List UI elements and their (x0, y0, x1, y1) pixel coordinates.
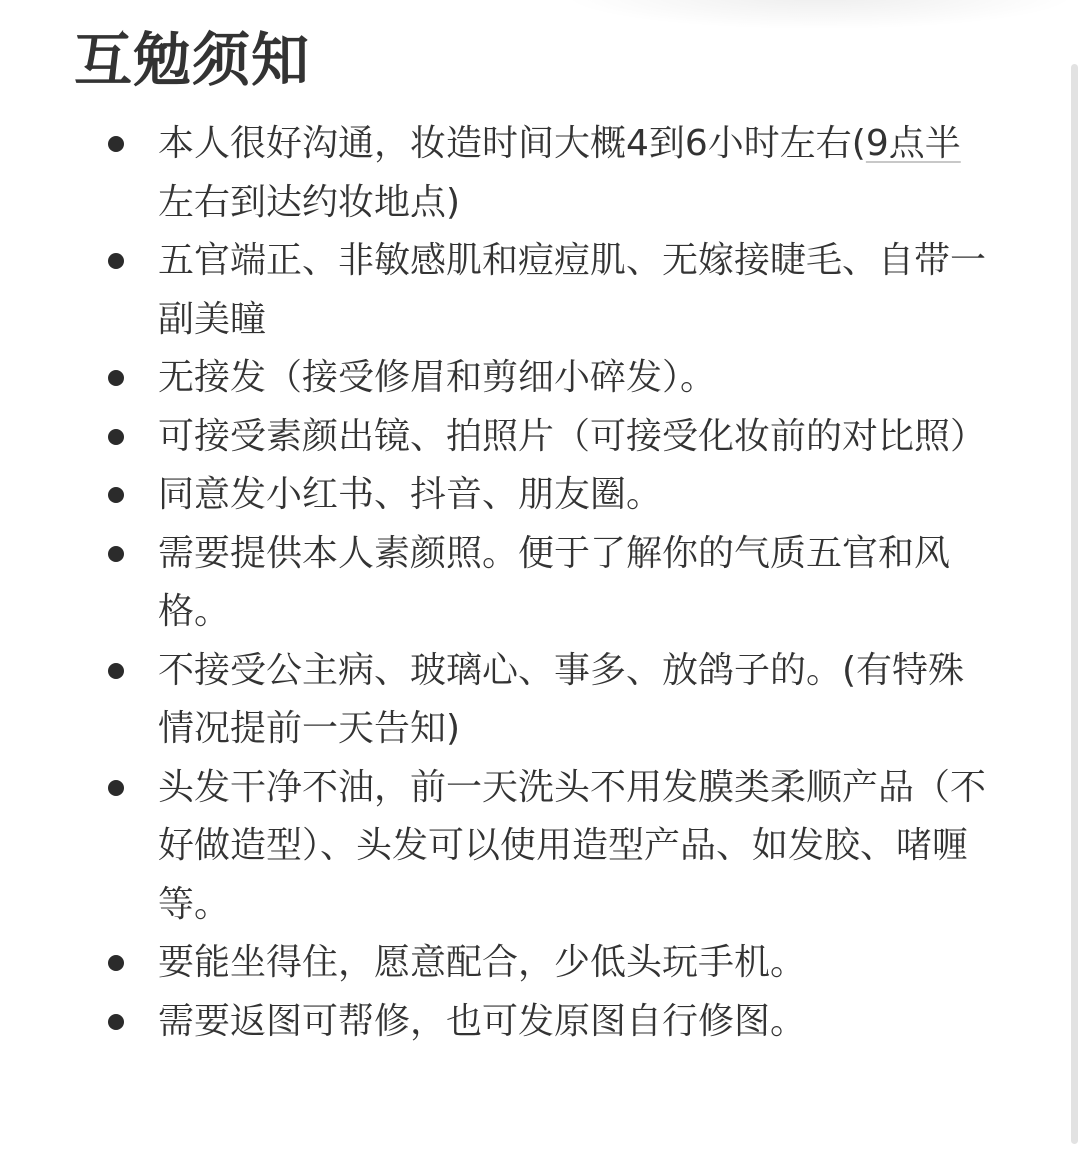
item-text-underlined: 9点半 (865, 123, 961, 164)
bullet-icon (108, 955, 124, 971)
list-item (0, 466, 1040, 525)
bullet-icon (108, 429, 124, 445)
scrollbar[interactable] (1070, 0, 1080, 1159)
bullet-icon (108, 253, 124, 269)
scrollbar-thumb[interactable] (1071, 64, 1078, 1144)
item-text: 同意发小红书、抖音、朋友圈。 (158, 474, 663, 515)
list-item (0, 934, 1040, 993)
item-text: 需要返图可帮修，也可发原图自行修图。 (158, 1000, 807, 1042)
item-text-start: 本人很好沟通，妆造时间大概4到6小时左右( (158, 123, 866, 164)
list-item (0, 993, 1040, 1052)
list-item (0, 759, 1040, 935)
item-text: 需要提供本人素颜照。便于了解你的气质五官和风格。 (158, 532, 951, 632)
list-item (0, 115, 1040, 232)
page-title: 互勉须知 (74, 26, 311, 94)
list-item (0, 232, 1040, 349)
list-item (0, 349, 1040, 408)
item-text: 头发干净不油，前一天洗头不用发膜类柔顺产品（不好做造型）、头发可以使用造型产品、如发胶、啫喱等。 (158, 766, 987, 925)
bullet-icon (108, 663, 124, 679)
bullet-icon (108, 780, 124, 796)
bullet-icon (108, 487, 124, 503)
bullet-icon (108, 546, 124, 562)
bullet-icon (108, 136, 124, 152)
item-text: 不接受公主病、玻璃心、事多、放鸽子的。(有特殊情况提前一天告知) (158, 649, 965, 749)
list-item (0, 525, 1040, 642)
notice-list (0, 115, 1040, 1051)
list-item (0, 642, 1040, 759)
item-text: 五官端正、非敏感肌和痘痘肌、无嫁接睫毛、自带一副美瞳 (158, 240, 987, 340)
item-text-end: 左右到达约妆地点) (158, 181, 461, 223)
item-text: 可接受素颜出镜、拍照片（可接受化妆前的对比照） (158, 415, 987, 457)
bullet-icon (108, 370, 124, 386)
top-edge-shadow (560, 0, 1080, 30)
item-text: 要能坐得住，愿意配合，少低头玩手机。 (158, 942, 807, 983)
list-item (0, 408, 1040, 467)
bullet-icon (108, 1014, 124, 1030)
item-text: 无接发（接受修眉和剪细小碎发）。 (158, 357, 717, 398)
